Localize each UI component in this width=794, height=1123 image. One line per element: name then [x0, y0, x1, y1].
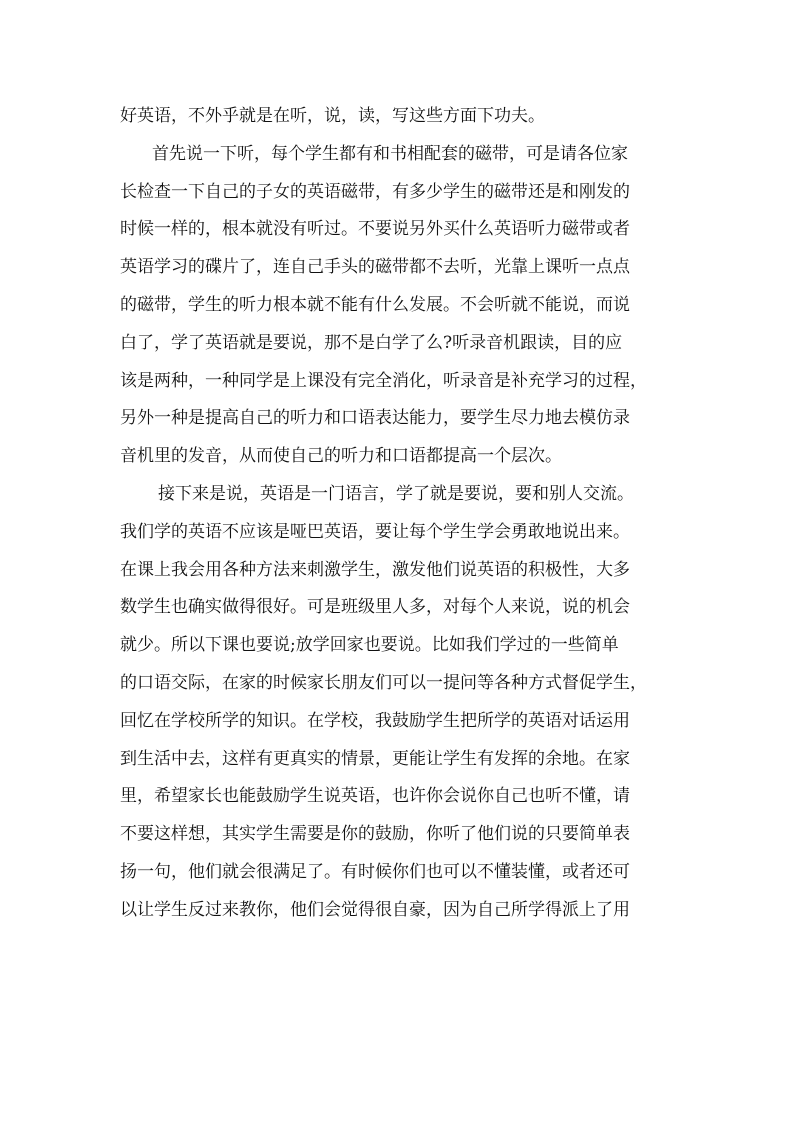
- text-line: 的磁带，学生的听力根本就不能有什么发展。不会听就不能说，而说: [120, 294, 630, 315]
- text-line: 在课上我会用各种方法来刺激学生，激发他们说英语的积极性，大多: [120, 559, 630, 580]
- text-line: 以让学生反过来教你，他们会觉得很自豪，因为自己所学得派上了用: [120, 899, 630, 920]
- text-line: 英语学习的碟片了，连自己手头的磁带都不去听，光靠上课听一点点: [120, 257, 630, 278]
- paragraph-start-line: 接下来是说，英语是一门语言，学了就是要说，要和别人交流。: [158, 483, 634, 504]
- text-line: 白了，学了英语就是要说，那不是白学了么?听录音机跟读，目的应: [120, 332, 623, 353]
- text-line: 到生活中去，这样有更真实的情景，更能让学生有发挥的余地。在家: [120, 748, 630, 769]
- text-line: 里，希望家长也能鼓励学生说英语，也许你会说你自己也听不懂，请: [120, 786, 630, 807]
- document-body: [120, 98, 676, 930]
- text-line: 就少。所以下课也要说;放学回家也要说。比如我们学过的一些简单: [120, 635, 619, 656]
- text-line: 好英语，不外乎就是在听，说，读，写这些方面下功夫。: [120, 106, 545, 126]
- text-line: 时候一样的，根本就没有听过。不要说另外买什么英语听力磁带或者: [120, 219, 630, 240]
- paragraph-start-line: 首先说一下听，每个学生都有和书相配套的磁带，可是请各位家: [152, 143, 628, 164]
- text-line: 的口语交际，在家的时候家长朋友们可以一提问等各种方式督促学生，: [120, 672, 647, 693]
- text-line: 长检查一下自己的子女的英语磁带，有多少学生的磁带还是和刚发的: [120, 181, 630, 202]
- text-line: 另外一种是提高自己的听力和口语表达能力，要学生尽力地去模仿录: [120, 408, 630, 429]
- text-line: 扬一句，他们就会很满足了。有时候你们也可以不懂装懂，或者还可: [120, 861, 630, 882]
- text-line: 不要这样想，其实学生需要是你的鼓励，你听了他们说的只要简单表: [120, 824, 630, 845]
- text-line: 我们学的英语不应该是哑巴英语，要让每个学生学会勇敢地说出来。: [120, 521, 630, 542]
- text-line: 数学生也确实做得很好。可是班级里人多，对每个人来说，说的机会: [120, 597, 630, 618]
- text-line: 回忆在学校所学的知识。在学校，我鼓励学生把所学的英语对话运用: [120, 710, 630, 731]
- text-line: 音机里的发音，从而使自己的听力和口语都提高一个层次。: [120, 446, 562, 467]
- text-line: 该是两种，一种同学是上课没有完全消化，听录音是补充学习的过程，: [120, 370, 647, 391]
